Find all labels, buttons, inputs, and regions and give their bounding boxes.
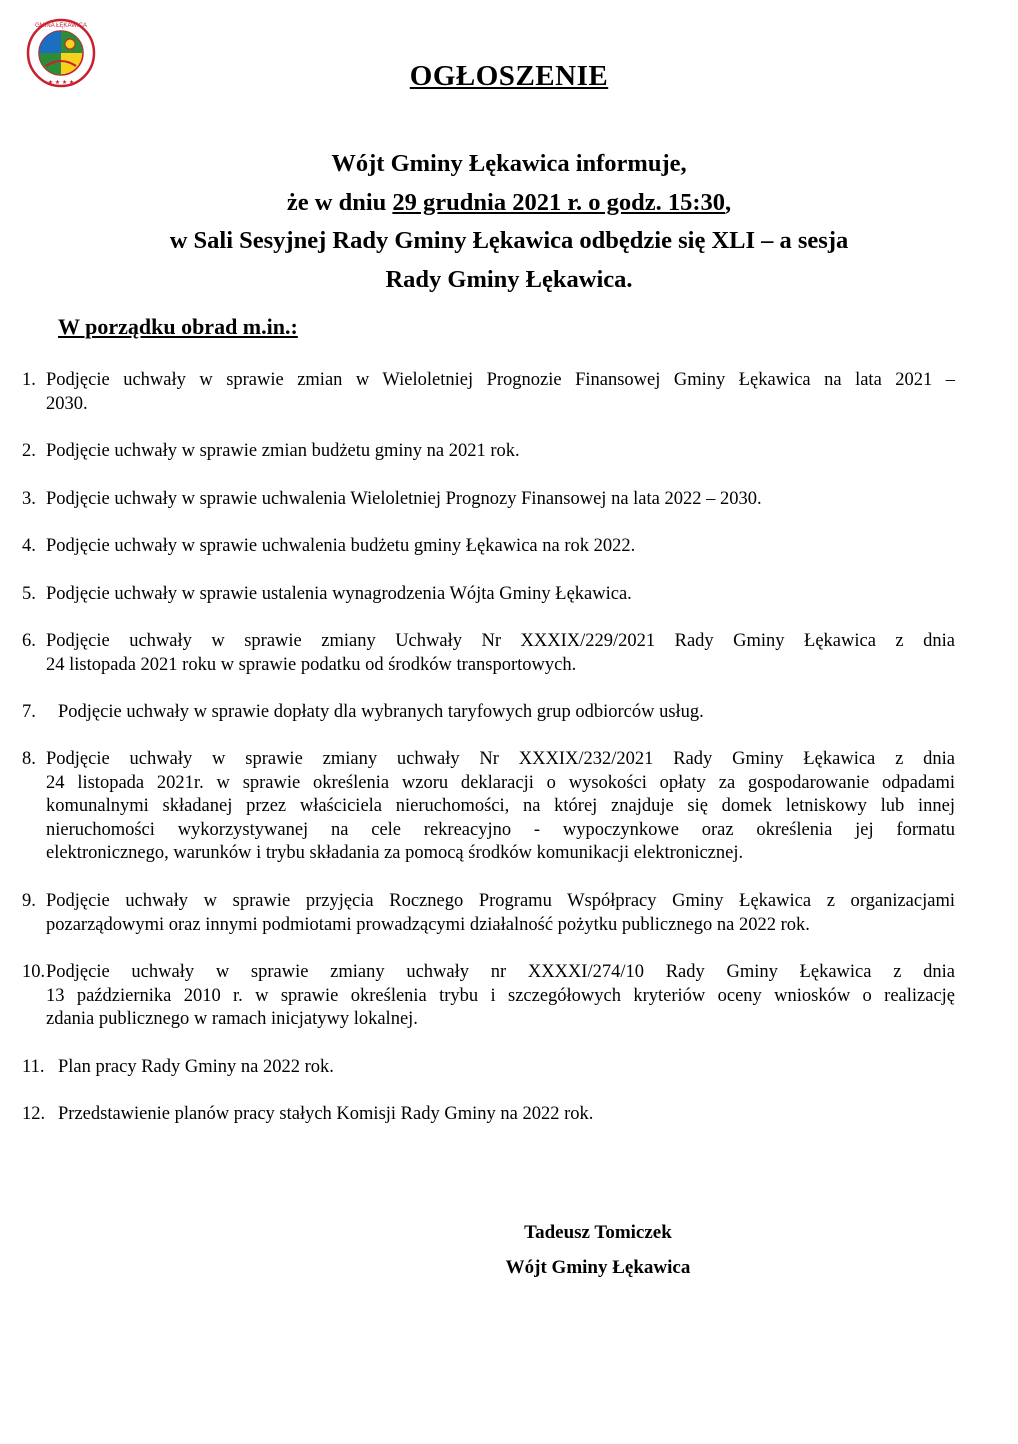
agenda-item-line: Podjęcie uchwały w sprawie zmiany Uchwały Nr XXXIX/229/2021 Rady Gminy Łękawica z dnia <box>46 631 955 651</box>
agenda-item-line: Przedstawienie planów pracy stałych Komisji Rady Gminy na 2022 rok. <box>58 1104 594 1124</box>
announcement-line-4: Rady Gminy Łękawica. <box>385 265 633 293</box>
agenda-item-number: 4. <box>22 536 36 556</box>
agenda-item-text <box>46 630 955 677</box>
agenda-item-number: 5. <box>22 584 36 604</box>
agenda-item-line: nieruchomości wykorzystywanej na cele rekreacyjno - wypoczynkowe oraz określenia jej formatu <box>46 819 955 840</box>
agenda-item-text <box>58 1056 955 1080</box>
agenda-item-text <box>46 488 955 512</box>
agenda-item-line: Podjęcie uchwały w sprawie przyjęcia Rocznego Programu Współpracy Gminy Łękawica z organizacjami <box>46 891 955 911</box>
agenda-item-line: Podjęcie uchwały w sprawie uchwalenia Wieloletniej Prognozy Finansowej na lata 2022 – 2030. <box>46 489 762 509</box>
announcement-line-2 <box>0 184 1018 223</box>
agenda-item-line: Podjęcie uchwały w sprawie zmian w Wieloletniej Prognozie Finansowej Gminy Łękawica na lata 2021 – <box>46 370 955 390</box>
agenda-item-line: Podjęcie uchwały w sprawie zmiany uchwały nr XXXXI/274/10 Rady Gminy Łękawica z dnia <box>46 962 955 982</box>
agenda-item-number: 9. <box>22 891 36 911</box>
agenda-item-number: 10. <box>22 962 46 982</box>
agenda-item-text <box>46 535 955 559</box>
announcement-line-1: Wójt Gminy Łękawica informuje, <box>331 150 687 177</box>
agenda-item-text <box>58 1103 955 1127</box>
agenda-item-text <box>58 701 955 725</box>
agenda-item-line: Plan pracy Rady Gminy na 2022 rok. <box>58 1057 334 1077</box>
signature-role: Wójt Gminy Łękawica <box>505 1257 691 1278</box>
announcement-date: 29 grudnia 2021 r. o godz. 15:30 <box>392 188 725 216</box>
agenda-item-number: 3. <box>22 489 36 509</box>
agenda-item-text <box>46 369 955 416</box>
agenda-item-line: Podjęcie uchwały w sprawie uchwalenia budżetu gminy Łękawica na rok 2022. <box>46 536 636 556</box>
agenda-item-line: komunalnymi składanej przez właściciela nieruchomości, na której znajduje się domek letniskowy lub innej <box>46 796 955 816</box>
agenda-item-number: 6. <box>22 631 36 651</box>
agenda-item-line: 2030. <box>46 393 88 414</box>
agenda-item-number: 12. <box>22 1104 46 1124</box>
agenda-heading: W porządku obrad m.in.: <box>58 314 298 339</box>
agenda-item-line: pozarządowymi oraz innymi podmiotami prowadzącymi działalność pożytku publicznego na 2022 rok. <box>46 914 810 935</box>
agenda-item-number: 2. <box>22 441 36 461</box>
agenda-item-line: elektronicznego, warunków i trybu składania za pomocą środków komunikacji elektronicznej. <box>46 843 744 863</box>
agenda-item-line: 24 listopada 2021r. w sprawie określenia wzoru deklaracji o wysokości opłaty za gospodarowanie odpadami <box>46 772 955 793</box>
page-title: OGŁOSZENIE <box>409 60 609 92</box>
announcement-date-suffix: , <box>724 188 732 216</box>
agenda-item-line: Podjęcie uchwały w sprawie zmian budżetu gminy na 2021 rok. <box>46 441 520 461</box>
agenda-item-text <box>46 583 955 607</box>
agenda-item-number: 11. <box>22 1057 45 1077</box>
logo-text: GMINA ŁĘKAWICA <box>35 23 87 29</box>
agenda-item-text <box>46 890 955 937</box>
agenda-item-line: Podjęcie uchwały w sprawie ustalenia wynagrodzenia Wójta Gminy Łękawica. <box>46 584 632 604</box>
agenda-item-line: 24 listopada 2021 roku w sprawie podatku od środków transportowych. <box>46 654 577 675</box>
announcement-line-3: w Sali Sesyjnej Rady Gminy Łękawica odbędzie się XLI – a sesja <box>169 227 849 254</box>
svg-text:★ ★ ★ ★: ★ ★ ★ ★ <box>47 80 75 86</box>
agenda-item-line: zdania publicznego w ramach inicjatywy lokalnej. <box>46 1009 418 1029</box>
agenda-item-line: Podjęcie uchwały w sprawie dopłaty dla wybranych taryfowych grup odbiorców usług. <box>58 702 704 722</box>
agenda-item-text <box>46 440 955 464</box>
agenda-item-number: 7. <box>22 702 36 722</box>
agenda-item-text <box>46 748 955 866</box>
agenda-item-line: 13 października 2010 r. w sprawie określenia trybu i szczegółowych kryteriów oceny wniosków o realizację <box>46 985 955 1006</box>
agenda-item-number: 1. <box>22 370 36 390</box>
signature-name: Tadeusz Tomiczek <box>524 1222 672 1243</box>
agenda-item-line: Podjęcie uchwały w sprawie zmiany uchwały Nr XXXIX/232/2021 Rady Gminy Łękawica z dnia <box>46 749 955 769</box>
agenda-item-number: 8. <box>22 749 36 769</box>
announcement <box>0 145 1018 299</box>
announcement-date-prefix: że w dniu <box>286 188 393 216</box>
agenda-item-text <box>46 961 955 1032</box>
